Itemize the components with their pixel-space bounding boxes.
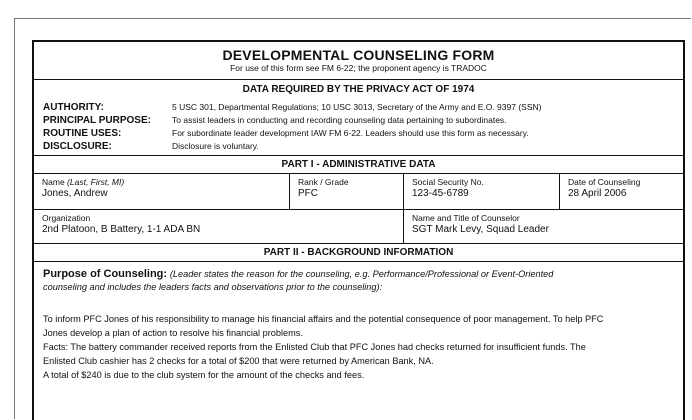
name-label: Name (Last, First, MI)	[42, 177, 125, 187]
admin-row-2	[34, 210, 683, 244]
privacy-row-disclosure	[43, 140, 259, 153]
rank-value: PFC	[298, 188, 318, 199]
counselor-cell[interactable]	[404, 210, 683, 243]
ssn-cell[interactable]	[404, 174, 560, 209]
privacy-row-purpose	[43, 114, 507, 127]
privacy-value: Disclosure is voluntary.	[172, 141, 259, 151]
admin-row-1	[34, 174, 683, 210]
form-subtitle: For use of this form see FM 6-22; the proponent agency is TRADOC	[230, 63, 487, 73]
narrative-line: A total of $240 is due to the club system for the amount of the checks and fees.	[43, 370, 365, 380]
purpose-instructions	[43, 268, 674, 281]
privacy-label: DISCLOSURE:	[43, 141, 112, 152]
narrative-line: To inform PFC Jones of his responsibility to manage his financial affairs and the potential consequence of poor management. To help PFC	[43, 314, 604, 324]
counselor-label: Name and Title of Counselor	[412, 213, 520, 223]
narrative-line: Jones develop a plan of action to resolve his financial problems.	[43, 328, 303, 338]
date-label: Date of Counseling	[568, 177, 641, 187]
privacy-label: PRINCIPAL PURPOSE:	[43, 115, 151, 126]
privacy-value: 5 USC 301, Departmental Regulations; 10 USC 3013, Secretary of the Army and E.O. 9397 (SSN)	[172, 102, 542, 112]
ssn-value: 123-45-6789	[412, 188, 469, 199]
privacy-row-routine-uses	[43, 127, 529, 140]
privacy-heading: DATA REQUIRED BY THE PRIVACY ACT OF 1974	[242, 84, 475, 95]
privacy-label: ROUTINE USES:	[43, 128, 122, 139]
counseling-narrative	[43, 312, 674, 382]
name-value: Jones, Andrew	[42, 188, 108, 199]
organization-cell[interactable]	[34, 210, 404, 243]
purpose-instruction-1: (Leader states the reason for the counseling, e.g. Performance/Professional or Event-Oriented	[169, 269, 554, 279]
organization-value: 2nd Platoon, B Battery, 1-1 ADA BN	[42, 224, 201, 235]
form-title: DEVELOPMENTAL COUNSELING FORM	[222, 47, 495, 63]
organization-label: Organization	[42, 213, 91, 223]
narrative-line: Facts: The battery commander received reports from the Enlisted Club that PFC Jones had checks returned for insufficient funds. The	[43, 342, 586, 352]
privacy-label: AUTHORITY:	[43, 102, 104, 113]
narrative-line: Enlisted Club cashier has 2 checks for a total of $200 that were returned by American Bank, NA.	[43, 356, 434, 366]
privacy-row-authority	[43, 101, 541, 114]
privacy-value: To assist leaders in conducting and recording counseling data pertaining to subordinates.	[172, 115, 507, 125]
privacy-value: For subordinate leader development IAW FM 6-22. Leaders should use this form as necessary.	[172, 128, 529, 138]
purpose-instruction-2: counseling and includes the leaders facts and observations prior to the counseling):	[43, 282, 383, 292]
part1-heading: PART I - ADMINISTRATIVE DATA	[34, 156, 683, 174]
date-value: 28 April 2006	[568, 188, 627, 199]
rank-label: Rank / Grade	[298, 177, 349, 187]
purpose-label: Purpose of Counseling:	[43, 268, 168, 280]
counseling-form	[32, 40, 685, 420]
name-cell[interactable]	[34, 174, 290, 209]
date-cell[interactable]	[560, 174, 683, 209]
counselor-value: SGT Mark Levy, Squad Leader	[412, 224, 549, 235]
rank-cell[interactable]	[290, 174, 404, 209]
form-header	[34, 42, 683, 80]
ssn-label: Social Security No.	[412, 177, 484, 187]
privacy-act-block	[34, 80, 683, 156]
part2-heading: PART II - BACKGROUND INFORMATION	[34, 244, 683, 262]
purpose-instructions-cont	[43, 281, 674, 294]
background-information[interactable]	[34, 262, 683, 382]
